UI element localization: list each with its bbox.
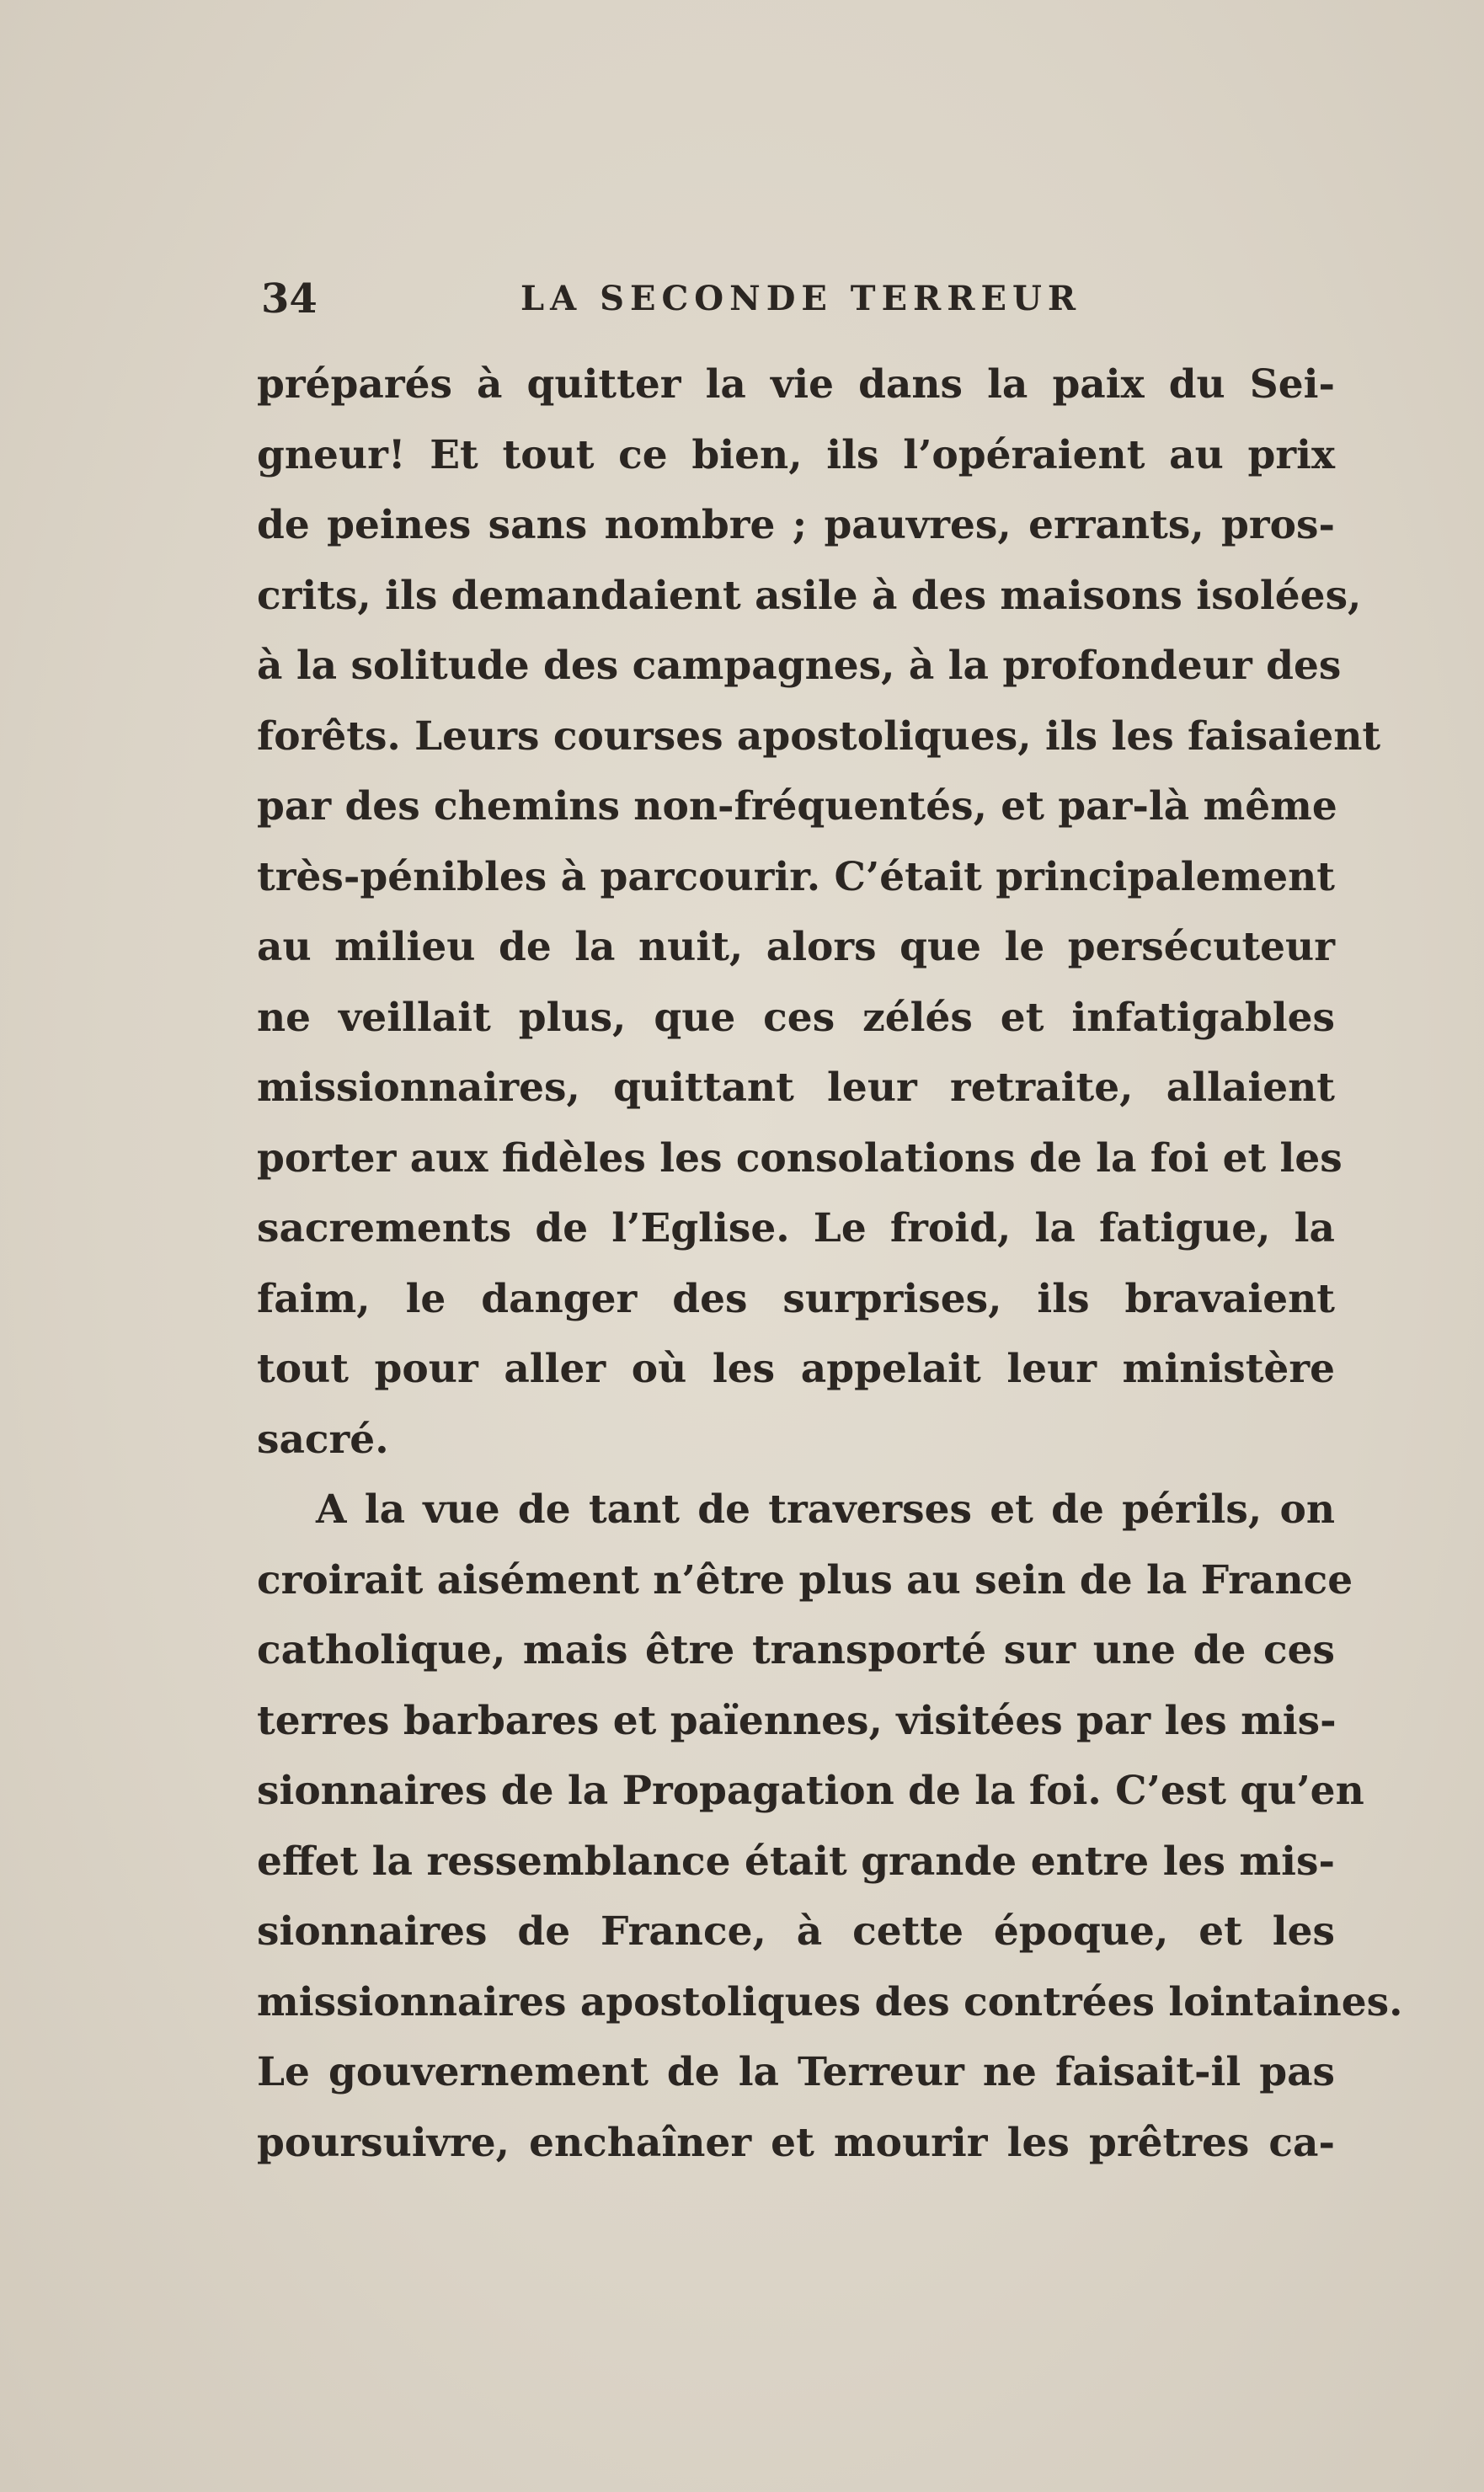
text-line: de peines sans nombre ; pauvres, errants, pros- [257, 502, 1335, 548]
text-line: forêts. Leurs courses apostoliques, ils les faisaient [257, 712, 1381, 760]
text-line: sionnaires de France, à cette époque, et les [257, 1908, 1335, 1955]
text-line: faim, le danger des surprises, ils bravaient [257, 1275, 1335, 1322]
page-number: 34 [261, 275, 318, 323]
text-line: croirait aisément n’être plus au sein de la France [257, 1556, 1353, 1604]
page-header [261, 274, 1103, 324]
text-line: missionnaires, quittant leur retraite, allaient [257, 1065, 1335, 1111]
text-line: terres barbares et païennes, visitées par les mis- [257, 1697, 1337, 1744]
body-text [257, 350, 1403, 2178]
text-line: gneur! Et tout ce bien, ils l’opéraient au prix [257, 431, 1335, 478]
text-line: ne veillait plus, que ces zélés et infatigables [257, 994, 1335, 1041]
text-line: par des chemins non-fréquentés, et par-là même [257, 783, 1337, 830]
running-title: LA SECONDE TERREUR [520, 279, 1082, 318]
text-line: catholique, mais être transporté sur une de ces [257, 1627, 1335, 1673]
text-line: sionnaires de la Propagation de la foi. C’est qu’en [257, 1768, 1364, 1814]
text-line: missionnaires apostoliques des contrées lointaines. [257, 1978, 1403, 2025]
text-line: tout pour aller où les appelait leur ministère [257, 1346, 1335, 1392]
text-line: Le gouvernement de la Terreur ne faisait-il pas [257, 2049, 1335, 2095]
text-line: au milieu de la nuit, alors que le persécuteur [257, 924, 1335, 970]
paragraph-end-line: sacré. [257, 1416, 389, 1463]
paragraph-start-line: A la vue de tant de traverses et de périls, on [316, 1486, 1335, 1533]
text-line: poursuivre, enchaîner et mourir les prêtres ca- [257, 2119, 1335, 2166]
text-line: sacrements de l’Eglise. Le froid, la fatigue, la [257, 1205, 1335, 1251]
text-line: très-pénibles à parcourir. C’était principalement [257, 853, 1335, 900]
text-line: crits, ils demandaient asile à des maisons isolées, [257, 572, 1362, 619]
text-line: à la solitude des campagnes, à la profondeur des [257, 643, 1342, 689]
text-line: préparés à quitter la vie dans la paix du Sei- [257, 361, 1335, 408]
text-line: porter aux fidèles les consolations de la foi et les [257, 1134, 1343, 1182]
text-line: effet la ressemblance était grande entre les mis- [257, 1838, 1335, 1885]
